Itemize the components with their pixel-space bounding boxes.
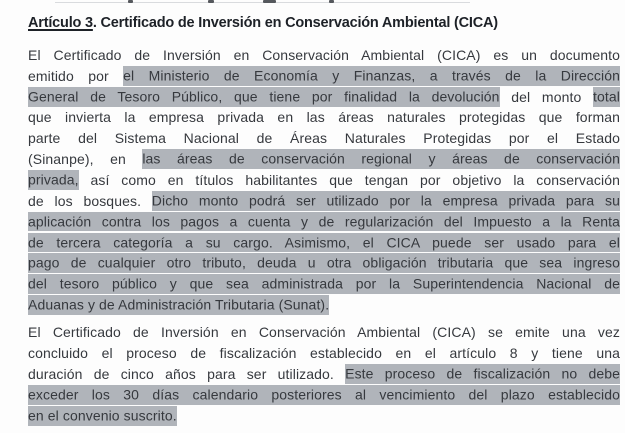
plain-text: parte del Sistema Nacional de Áreas Naturales Protegidas por el Estado: [28, 130, 620, 147]
highlighted-text: las áreas de conservación regional y áreas de conservación: [142, 150, 620, 167]
article-title-text: . Certificado de Inversión en Conservación Ambiental (CICA): [92, 15, 498, 31]
plain-text: concluido el proceso de fiscalización establecido en el artículo 8 y tiene una: [28, 345, 620, 362]
highlighted-text: de tercera categoría a su cargo. Asimismo, el CICA puede ser usado para el: [28, 234, 620, 251]
text-line: [28, 343, 620, 364]
text-line: [28, 211, 620, 232]
plain-text: que invierta la empresa privada en las áreas naturales protegidas que forman: [28, 109, 620, 126]
text-line: [28, 45, 620, 66]
highlighted-text: privada,: [28, 171, 79, 188]
text-line: [28, 128, 620, 149]
text-line: [28, 87, 620, 108]
plain-text: (Sinanpe), en: [28, 150, 143, 167]
highlighted-text: del tesoro público y que sea administrada por la Superintendencia Nacional de: [28, 275, 620, 292]
plain-text: de los bosques.: [28, 192, 152, 209]
document-body: [28, 45, 620, 426]
text-line: [28, 322, 620, 343]
article-title: [28, 13, 620, 34]
text-line: [28, 107, 620, 128]
plain-text: El Certificado de Inversión en Conservación Ambiental (CICA) se emite una vez: [28, 324, 620, 341]
highlighted-text: General de Tesoro Público, que tiene por finalidad la devolución: [28, 88, 500, 105]
text-line: [28, 66, 620, 87]
plain-text: El Certificado de Inversión en Conservación Ambiental (CICA) es un documento: [28, 47, 620, 63]
paragraph: [28, 45, 620, 315]
text-line: [28, 385, 620, 406]
highlighted-text: en el convenio suscrito.: [28, 407, 177, 424]
article-number: Artículo 3: [28, 15, 93, 31]
text-line: [28, 364, 620, 385]
plain-text: duración de cinco años para ser utilizado.: [28, 365, 346, 382]
paragraph: [28, 322, 620, 426]
highlighted-text: total: [593, 88, 620, 105]
highlighted-text: el Ministerio de Economía y Finanzas, a través de la Dirección: [123, 67, 620, 84]
text-line: [28, 232, 620, 253]
highlighted-text: pago de cualquier otro tributo, deuda u otra obligación tributaria que sea ingreso: [28, 254, 620, 271]
text-line: [28, 149, 620, 170]
plain-text: así como en títulos habilitantes que tengan por objetivo la conservación: [78, 171, 620, 188]
highlighted-text: Dicho monto podrá ser utilizado por la empresa privada para su: [151, 192, 620, 209]
text-line: [28, 253, 620, 274]
text-line: [28, 170, 620, 191]
plain-text: emitido por: [28, 67, 124, 84]
plain-text: del monto: [499, 88, 594, 105]
highlighted-text: Este proceso de fiscalización no debe: [345, 365, 620, 382]
text-line: [28, 406, 620, 427]
text-line: [28, 191, 620, 212]
text-line: [28, 295, 620, 316]
highlighted-text: aplicación contra los pagos a cuenta y de regularización del Impuesto a la Renta: [28, 213, 620, 230]
highlighted-text: exceder los 30 días calendario posteriores al vencimiento del plazo establecido: [28, 386, 620, 403]
highlighted-text: Aduanas y de Administración Tributaria (Sunat).: [28, 296, 330, 313]
text-line: [28, 274, 620, 295]
document-content: [28, 13, 620, 433]
